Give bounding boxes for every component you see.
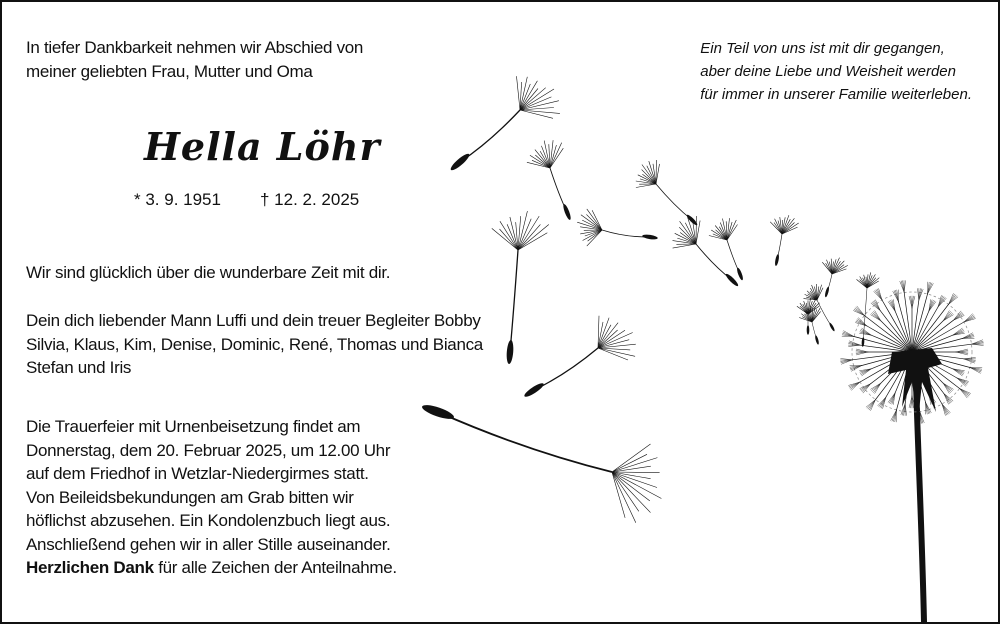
dandelion-filament	[856, 352, 868, 353]
intro-text	[26, 36, 363, 83]
thanks-rest: für alle Zeichen der Anteilnahme.	[153, 558, 397, 577]
dandelion-filament	[956, 352, 968, 353]
floating-seed	[822, 258, 848, 298]
dandelion-ray	[912, 322, 964, 352]
floating-seed	[636, 160, 699, 226]
dandelion-filament	[956, 351, 968, 352]
dandelion-filament	[972, 344, 984, 345]
floating-seeds	[422, 76, 879, 523]
quote-line: für immer in unserer Familie weiterleben.	[700, 86, 972, 103]
birth-date: * 3. 9. 1951	[134, 190, 221, 209]
grateful-line: Wir sind glücklich über die wunderbare Zeit mit dir.	[26, 263, 391, 282]
dandelion-filament	[904, 281, 905, 293]
dandelion-filament	[905, 404, 906, 416]
dandelion-filament	[849, 345, 861, 346]
dandelion-ray	[912, 294, 928, 352]
floating-seed	[770, 215, 799, 266]
floating-seed	[577, 209, 658, 246]
service-details	[26, 415, 397, 580]
dandelion-filament	[909, 296, 912, 308]
dandelion-filament	[911, 296, 912, 308]
floating-seed	[709, 218, 744, 281]
service-line: Von Beileidsbekundungen am Grab bitten wir	[26, 487, 354, 507]
dandelion-ray	[882, 300, 912, 352]
dandelion-filament	[856, 352, 868, 355]
dandelion-filament	[912, 396, 913, 408]
death-date: † 12. 2. 2025	[260, 190, 360, 209]
dandelion-filament	[856, 349, 868, 352]
dandelion-filament	[912, 296, 915, 308]
quote-line: aber deine Liebe und Weisheit werden	[700, 63, 956, 80]
thanks-line	[26, 556, 397, 580]
quote-line: Ein Teil von uns ist mit dir gegangen,	[700, 40, 945, 57]
service-line: auf dem Friedhof in Wetzlar-Niedergirmes statt.	[26, 464, 369, 483]
intro-line: In tiefer Dankbarkeit nehmen wir Abschied von	[26, 38, 364, 57]
dandelion-filament	[956, 349, 968, 352]
floating-seed	[449, 76, 560, 172]
family-names	[26, 309, 483, 380]
floating-seed	[492, 211, 549, 364]
family-line: Silvia, Klaus, Kim, Denise, Dominic, René, Thomas und Bianca	[26, 334, 483, 354]
deceased-name: Hella Löhr	[144, 124, 381, 169]
family-line: Dein dich liebender Mann Luffi und dein treuer Begleiter Bobby	[26, 311, 481, 330]
dandelion-filament	[909, 396, 912, 408]
dandelion-filament	[956, 352, 968, 355]
dandelion-filament	[964, 358, 976, 359]
floating-seed	[422, 402, 661, 522]
dandelion-filament	[911, 396, 912, 408]
floating-seed	[527, 140, 572, 220]
dandelion-filament	[918, 289, 919, 301]
family-line: Stefan und Iris	[26, 358, 132, 377]
intro-line: meiner geliebten Frau, Mutter und Oma	[26, 61, 313, 81]
floating-seed	[673, 216, 740, 287]
thanks-bold: Herzlichen Dank	[26, 558, 154, 577]
floating-seed	[523, 316, 636, 399]
dandelion-filament	[841, 359, 853, 360]
service-line: höflichst abzusehen. Ein Kondolenzbuch liegt aus.	[26, 511, 391, 530]
dandelion-filament	[856, 351, 868, 352]
dandelion-filament	[912, 296, 913, 308]
service-line: Die Trauerfeier mit Urnenbeisetzung findet am	[26, 417, 361, 436]
service-line: Anschließend gehen wir in aller Stille auseinander.	[26, 534, 391, 554]
dandelion-ray	[899, 302, 913, 352]
service-line: Donnerstag, dem 20. Februar 2025, um 12.00 Uhr	[26, 440, 391, 460]
dandelion-illustration	[422, 52, 998, 622]
